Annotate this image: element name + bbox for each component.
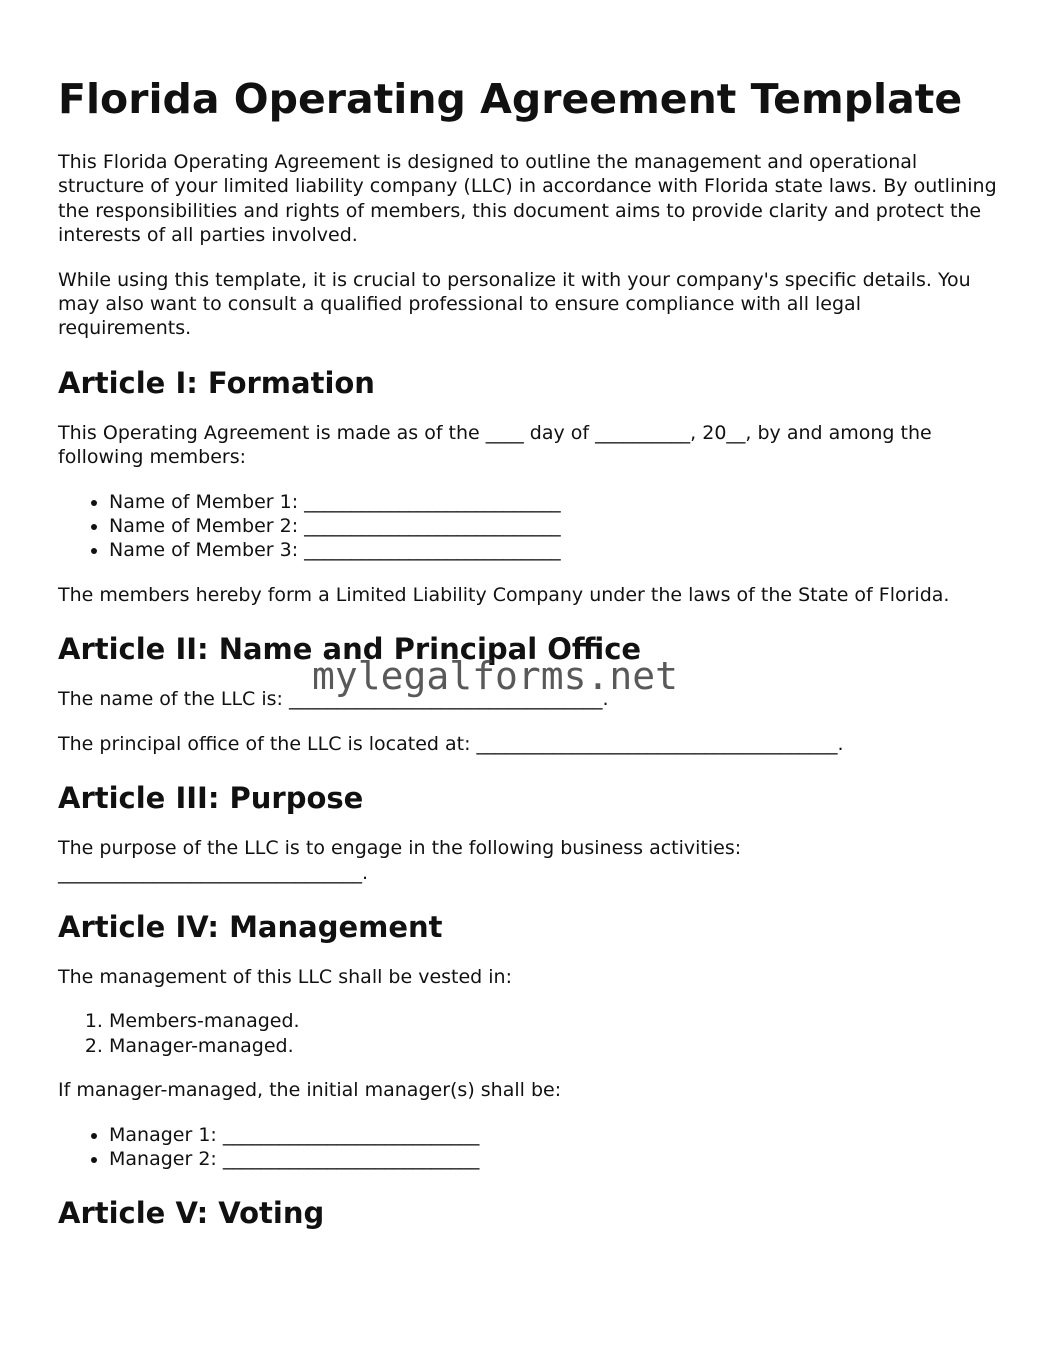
article-2-heading: Article II: Name and Principal Office <box>58 632 642 667</box>
article-4-paragraph-2: If manager-managed, the initial manager(s) shall be: <box>58 1079 562 1102</box>
list-item: • Name of Member 3: ___________________________ <box>109 538 998 562</box>
article-2-paragraph-2: The principal office of the LLC is located at: ______________________________________. <box>58 732 844 755</box>
list-item: • Manager 1: ___________________________ <box>109 1123 998 1147</box>
list-item: • Name of Member 1: ___________________________ <box>109 490 998 514</box>
intro-paragraph-1: This Florida Operating Agreement is designed to outline the management and operational structure of your limited liability company (LLC) in accordance with Florida state laws. By outlining the responsibilities and rights of members, this document aims to provide clarity and protect the interests of all parties involved. <box>58 151 997 247</box>
document-page <box>58 72 998 1251</box>
intro-paragraph-2: While using this template, it is crucial to personalize it with your company's specific details. You may also want to consult a qualified professional to ensure compliance with all legal requirements. <box>58 268 971 340</box>
watermark: mylegalforms.net <box>312 654 679 698</box>
article-4-heading: Article IV: Management <box>58 909 443 944</box>
article-1-heading: Article I: Formation <box>58 365 375 400</box>
article-1-paragraph-1: This Operating Agreement is made as of the ____ day of __________, 20__, by and among the following members: <box>58 421 932 469</box>
article-1-paragraph-2: The members hereby form a Limited Liability Company under the laws of the State of Florida. <box>58 583 950 606</box>
page-title: Florida Operating Agreement Template <box>58 75 963 123</box>
list-item: 1. Members-managed. <box>109 1009 998 1033</box>
article-2-paragraph-1: The name of the LLC is: _________________________________. <box>58 688 609 711</box>
management-options-list <box>58 1009 998 1058</box>
article-3-paragraph-1: The purpose of the LLC is to engage in the following business activities: ________________________________. <box>58 837 742 884</box>
article-5-heading: Article V: Voting <box>58 1196 325 1231</box>
list-item: • Name of Member 2: ___________________________ <box>109 514 998 538</box>
list-item: 2. Manager-managed. <box>109 1034 998 1058</box>
members-list <box>58 490 998 563</box>
article-4-paragraph-1: The management of this LLC shall be vested in: <box>58 965 512 988</box>
managers-list <box>58 1123 998 1172</box>
article-3-heading: Article III: Purpose <box>58 781 364 816</box>
list-item: • Manager 2: ___________________________ <box>109 1147 998 1171</box>
